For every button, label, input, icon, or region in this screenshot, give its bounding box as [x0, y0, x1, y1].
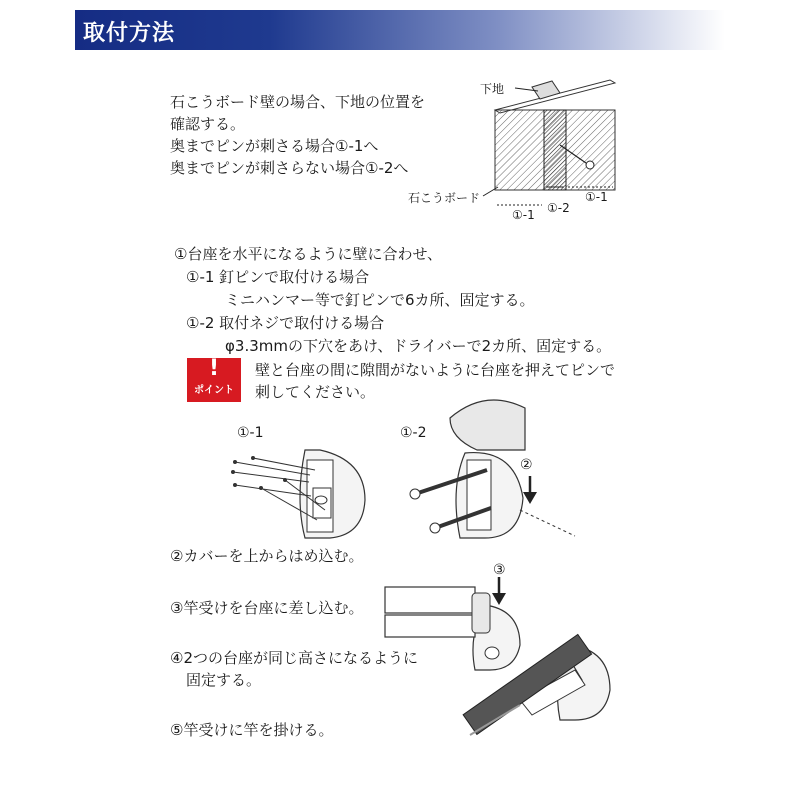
intro-line-1: 石こうボード壁の場合、下地の位置を — [170, 93, 426, 111]
intro-line-3: 奥までピンが刺さる場合①-1へ — [170, 137, 379, 155]
step1-sub2-head: ①-2 取付ネジで取付ける場合 — [186, 314, 385, 332]
point-line-1: 壁と台座の間に隙間がないように台座を押えてピンで — [255, 361, 616, 379]
fig2-label: ①-2 — [400, 425, 427, 441]
step1-title: ①台座を水平になるように壁に合わせ、 — [174, 245, 442, 263]
zone-label-mid: ①-2 — [547, 201, 570, 215]
fig1-label: ①-1 — [237, 425, 264, 441]
intro-line-4: 奥までピンが刺さらない場合①-2へ — [170, 159, 409, 177]
exclamation-icon: ! — [208, 356, 220, 381]
section-title: 取付方法 — [83, 21, 176, 46]
pole-mounted-illustration — [460, 640, 615, 790]
screw-mount-illustration — [405, 388, 585, 548]
fig3-step-marker: ③ — [493, 562, 506, 578]
step2-text: ②カバーを上からはめ込む。 — [170, 547, 364, 565]
zone-label-left: ①-1 — [512, 208, 535, 222]
pin-mount-illustration — [225, 440, 375, 540]
label-gypsum-board: 石こうボード — [408, 191, 481, 205]
zone-label-right: ①-1 — [585, 190, 608, 204]
step4-line-1: ④2つの台座が同じ高さになるように — [170, 649, 418, 667]
step3-text: ③竿受けを台座に差し込む。 — [170, 599, 364, 617]
label-stud: 下地 — [480, 82, 505, 96]
step4-line-2: 固定する。 — [186, 671, 262, 689]
point-line-2: 刺してください。 — [255, 383, 376, 401]
step1-sub2-body: φ3.3mmの下穴をあけ、ドライバーで2カ所、固定する。 — [225, 337, 612, 355]
point-badge-label: ポイント — [194, 385, 234, 396]
intro-line-2: 確認する。 — [170, 115, 246, 133]
fig2-step-marker: ② — [520, 457, 533, 473]
section-header — [75, 10, 725, 50]
step1-sub1-body: ミニハンマー等で釘ピンで6カ所、固定する。 — [225, 291, 535, 309]
step1-sub1-head: ①-1 釘ピンで取付ける場合 — [186, 268, 370, 286]
step5-text: ⑤竿受けに竿を掛ける。 — [170, 721, 334, 739]
point-badge — [187, 358, 241, 402]
